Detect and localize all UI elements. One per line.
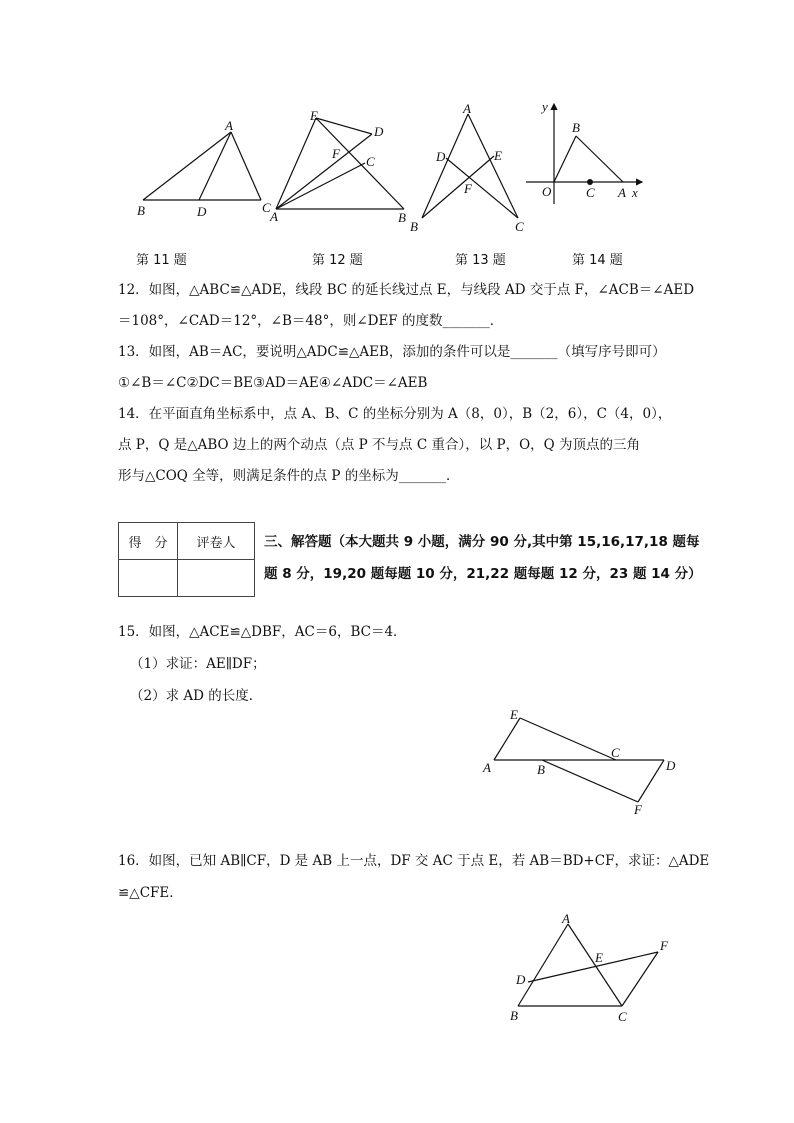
f11-label-b: B bbox=[137, 203, 145, 218]
f13-label-b: B bbox=[410, 219, 418, 234]
f11-label-d: D bbox=[197, 204, 207, 219]
q14-line-1: 14．在平面直角坐标系中，点 A、B、C 的坐标分别为 A（8，0），B（2，6），C（4，0）， bbox=[118, 406, 672, 422]
f13-label-c: C bbox=[515, 219, 524, 234]
f12-label-c: C bbox=[366, 154, 375, 169]
figure-12 bbox=[268, 106, 413, 235]
section-3-heading-line-1: 三、解答题（本大题共 9 小题，满分 90 分,其中第 15,16,17,18 题每 bbox=[264, 534, 700, 550]
q16-line-1: 16．如图，已知 AB∥CF，D 是 AB 上一点，DF 交 AC 于点 E，若 AB＝BD+CF，求证：△ADE bbox=[118, 853, 710, 869]
f15-label-e: E bbox=[510, 707, 518, 722]
figure-15-diagram bbox=[480, 704, 680, 816]
score-table bbox=[118, 522, 255, 597]
f13-label-e: E bbox=[494, 148, 502, 163]
section-3-heading-line-2: 题 8 分，19,20 题每题 10 分，21,22 题每题 12 分，23 题 14 分） bbox=[264, 566, 702, 582]
score-table-grader-cell bbox=[178, 560, 255, 597]
figure-14 bbox=[520, 98, 650, 212]
q13-line-2: ①∠B＝∠C②DC＝BE③AD＝AE④∠ADC＝∠AEB bbox=[118, 375, 428, 391]
q13-line-1: 13．如图，AB＝AC，要说明△ADC≌△AEB，添加的条件可以是_______（填写序号即可） bbox=[118, 344, 666, 360]
f14-label-b: B bbox=[572, 120, 580, 135]
caption-13: 第 13 题 bbox=[455, 253, 506, 268]
q15-part-1: （1）求证：AE∥DF； bbox=[130, 656, 266, 672]
score-table-header-grader: 评卷人 bbox=[178, 523, 255, 560]
f14-label-c: C bbox=[586, 185, 595, 200]
figure-13 bbox=[408, 100, 533, 239]
f16-label-b: B bbox=[510, 1008, 518, 1023]
q16-line-2: ≌△CFE． bbox=[118, 885, 183, 901]
q14-line-3: 形与△COQ 全等，则满足条件的点 P 的坐标为_______． bbox=[118, 468, 460, 484]
f12-label-b: B bbox=[398, 210, 406, 225]
f15-label-a: A bbox=[483, 760, 491, 775]
score-table-score-cell bbox=[119, 560, 178, 597]
f12-label-f: F bbox=[332, 146, 340, 161]
score-table-header-score: 得 分 bbox=[119, 523, 178, 560]
f15-label-b: B bbox=[537, 762, 545, 777]
figure-14-diagram bbox=[520, 98, 650, 208]
caption-14: 第 14 题 bbox=[572, 253, 623, 268]
figure-15 bbox=[480, 704, 680, 820]
f16-label-a: A bbox=[562, 911, 570, 926]
f14-label-o: O bbox=[542, 184, 552, 199]
f13-label-d: D bbox=[436, 149, 446, 164]
f15-label-f: F bbox=[634, 802, 642, 817]
q15-part-2: （2）求 AD 的长度． bbox=[130, 688, 263, 704]
q14-line-2: 点 P，Q 是△ABO 边上的两个动点（点 P 不与点 C 重合），以 P，O，Q 为顶点的三角 bbox=[118, 437, 641, 453]
f16-label-d: D bbox=[516, 972, 526, 987]
f12-label-a: A bbox=[270, 209, 278, 224]
f12-label-d: D bbox=[374, 124, 384, 139]
figure-13-diagram bbox=[408, 100, 533, 235]
figure-16-diagram bbox=[504, 910, 684, 1025]
caption-12: 第 12 题 bbox=[312, 253, 363, 268]
f15-label-d: D bbox=[666, 758, 676, 773]
f16-label-f: F bbox=[660, 938, 668, 953]
f13-label-f: F bbox=[464, 181, 472, 196]
f12-label-e: E bbox=[310, 108, 318, 123]
f14-label-y: y bbox=[542, 99, 548, 114]
f14-label-x: x bbox=[632, 185, 638, 200]
q12-line-2: ＝108°，∠CAD＝12°，∠B＝48°，则∠DEF 的度数_______． bbox=[118, 313, 504, 329]
figure-16 bbox=[504, 910, 684, 1029]
f16-label-c: C bbox=[618, 1009, 627, 1024]
f11-label-a: A bbox=[225, 118, 233, 133]
f13-label-a: A bbox=[463, 101, 471, 116]
f16-label-e: E bbox=[595, 950, 603, 965]
f11-label-c: C bbox=[262, 200, 271, 215]
caption-11: 第 11 题 bbox=[136, 253, 187, 268]
q15-stem: 15．如图，△ACE≌△DBF，AC＝6，BC＝4． bbox=[118, 624, 407, 640]
f15-label-c: C bbox=[611, 745, 620, 760]
figure-11-diagram bbox=[135, 118, 275, 223]
figure-11 bbox=[135, 118, 275, 227]
q12-line-1: 12．如图，△ABC≌△ADE，线段 BC 的延长线过点 E，与线段 AD 交于点 F，∠ACB＝∠AED bbox=[118, 282, 695, 298]
figure-12-diagram bbox=[268, 106, 413, 231]
f14-label-a: A bbox=[618, 185, 626, 200]
